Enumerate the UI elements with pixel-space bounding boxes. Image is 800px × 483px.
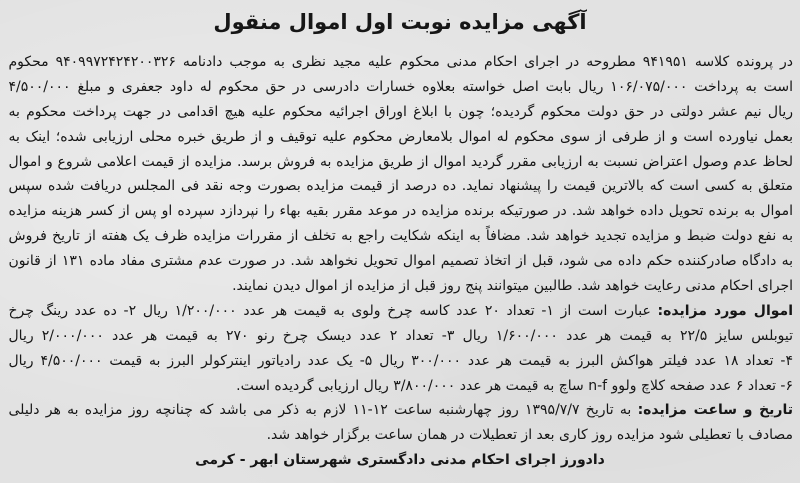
body-line-text: اجرای احکام مدنی رعایت خواهد شد. طالبین میتوانند پنج روز قبل از مزایده از اموال دیدن نمایند. [232, 278, 793, 295]
body-line-text: در پرونده کلاسه ۹۴۱۹۵۱ مطروحه در اجرای احکام مدنی محکوم علیه مجید نظری به موجب دادنامه ۹۴۰۹۹۷۲۴۲۴۲۰۰۳۲۶ محکوم [8, 54, 793, 70]
body-line [7, 174, 793, 199]
auction-schedule [7, 398, 793, 448]
schedule-text: به تاریخ ۱۳۹۵/۷/۷ روز چهارشنبه ساعت ۱۲-۱۱ لازم به ذکر می باشد که چنانچه روز مزایده به هر دلیلی [8, 402, 632, 419]
items-line-text: ۶- تعداد ۶ عدد صفحه کلاچ ولوو n-f ساچ به قیمت هر عدد ۳/۸۰۰/۰۰۰ ریال ارزیابی گردیده است. [236, 377, 793, 394]
notice-title [7, 0, 793, 50]
schedule-label: تاریخ و ساعت مزایده: [637, 402, 793, 419]
body-line-text: لحاظ عدم وصول اعتراض نسبت به ارزیابی مقرر گردید اموال از طریق مزایده به فروش برسد. مزایده از قیمت اعلامی شروع و اموال [8, 153, 793, 170]
items-line-text: تیوبلس سایز ۲۲/۵ به قیمت هر عدد ۱/۶۰۰/۰۰۰ ریال ۳- تعداد ۲ عدد دیسک چرخ رنو ۲۷۰ به قیمت هر عدد ۲/۰۰۰/۰۰۰ ریال [8, 327, 793, 344]
notice-body [7, 50, 793, 299]
items-line-text [8, 303, 793, 319]
signature [7, 448, 793, 473]
body-line [7, 274, 793, 299]
body-line-text: متعلق به کسی است که بالاترین قیمت را پیشنهاد نماید. ده درصد از قیمت مزایده بصورت وجه نقد فی المجلس دریافت شده سپس [8, 178, 793, 195]
body-line [7, 50, 793, 75]
body-line [7, 150, 793, 175]
body-line-text: بعمل نیاورده است و از طرفی از سوی محکوم له اموال بلامعارض محکوم علیه توقیف و از طریق خبره محلی ارزیابی شده؛ اینک به [8, 128, 793, 145]
schedule-line-text: مصادف با تعطیلی شود مزایده روز کاری بعد از تعطیلات در همان ساعت برگزار خواهد شد. [266, 427, 793, 444]
body-line [7, 100, 793, 125]
signature-text: دادورز اجرای احکام مدنی دادگستری شهرستان ابهر - کرمی [195, 452, 605, 469]
schedule-line-text [9, 402, 793, 418]
items-line [7, 349, 793, 374]
body-line [7, 75, 793, 100]
items-line [7, 374, 793, 399]
body-line-text: ریال نیم عشر دولتی در حق دولت محکوم گردیده؛ چون با ابلاغ اوراق اجرائیه محکوم علیه هیچ اقدامی در جهت پرداخت محکوم به [8, 103, 793, 120]
schedule-line [7, 398, 793, 423]
schedule-line [7, 423, 793, 448]
body-line [7, 224, 793, 249]
body-line [7, 199, 793, 224]
auction-items [7, 299, 793, 399]
body-line-text: است به پرداخت ۱۰۶/۰۷۵/۰۰۰ ریال بابت اصل خواسته بعلاوه خسارات دادرسی در حق محکوم له داود جعفری و مبلغ ۴/۵۰۰/۰۰۰ [8, 78, 793, 95]
body-line [7, 125, 793, 150]
body-line-text: به دادگاه صادرکننده حکم داده می شود، قبل از اتخاذ تصمیم اموال تحویل نخواهد شد. در صورت عدم مشتری مفاد ماده ۱۳۱ از قانون [8, 253, 793, 270]
items-line [7, 324, 793, 349]
items-text: عبارت است از ۱- تعداد ۲۰ عدد کاسه چرخ ولوی به قیمت هر عدد ۱/۲۰۰/۰۰۰ ریال ۲- ده عدد رینگ چرخ [8, 302, 651, 319]
body-line-text: اموال به برنده تحویل داده خواهد شد. در صورتیکه برنده مزایده در موعد مقرر بقیه بهاء را نپردازد سپرده او پس از کسر هزینه مزایده [8, 203, 793, 220]
body-line-text: به نفع دولت ضبط و مزایده تجدید خواهد شد. مضافاً به اینکه شکایت راجع به تخلف از مقررات مزایده ظرف یک هفته از تاریخ فروش [8, 228, 793, 245]
notice-title-text: آگهی مزایده نوبت اول اموال منقول [213, 10, 587, 34]
items-line [7, 299, 793, 324]
items-line-text: ۴- تعداد ۱۸ عدد فیلتر هواکش البرز به قیمت هر عدد ۳۰۰/۰۰۰ ریال ۵- یک عدد رادیاتور اینترکولر البرز به قیمت ۴/۵۰۰/۰۰۰ ریال [8, 352, 793, 369]
items-label: اموال مورد مزایده: [657, 302, 793, 319]
body-line [7, 249, 793, 274]
